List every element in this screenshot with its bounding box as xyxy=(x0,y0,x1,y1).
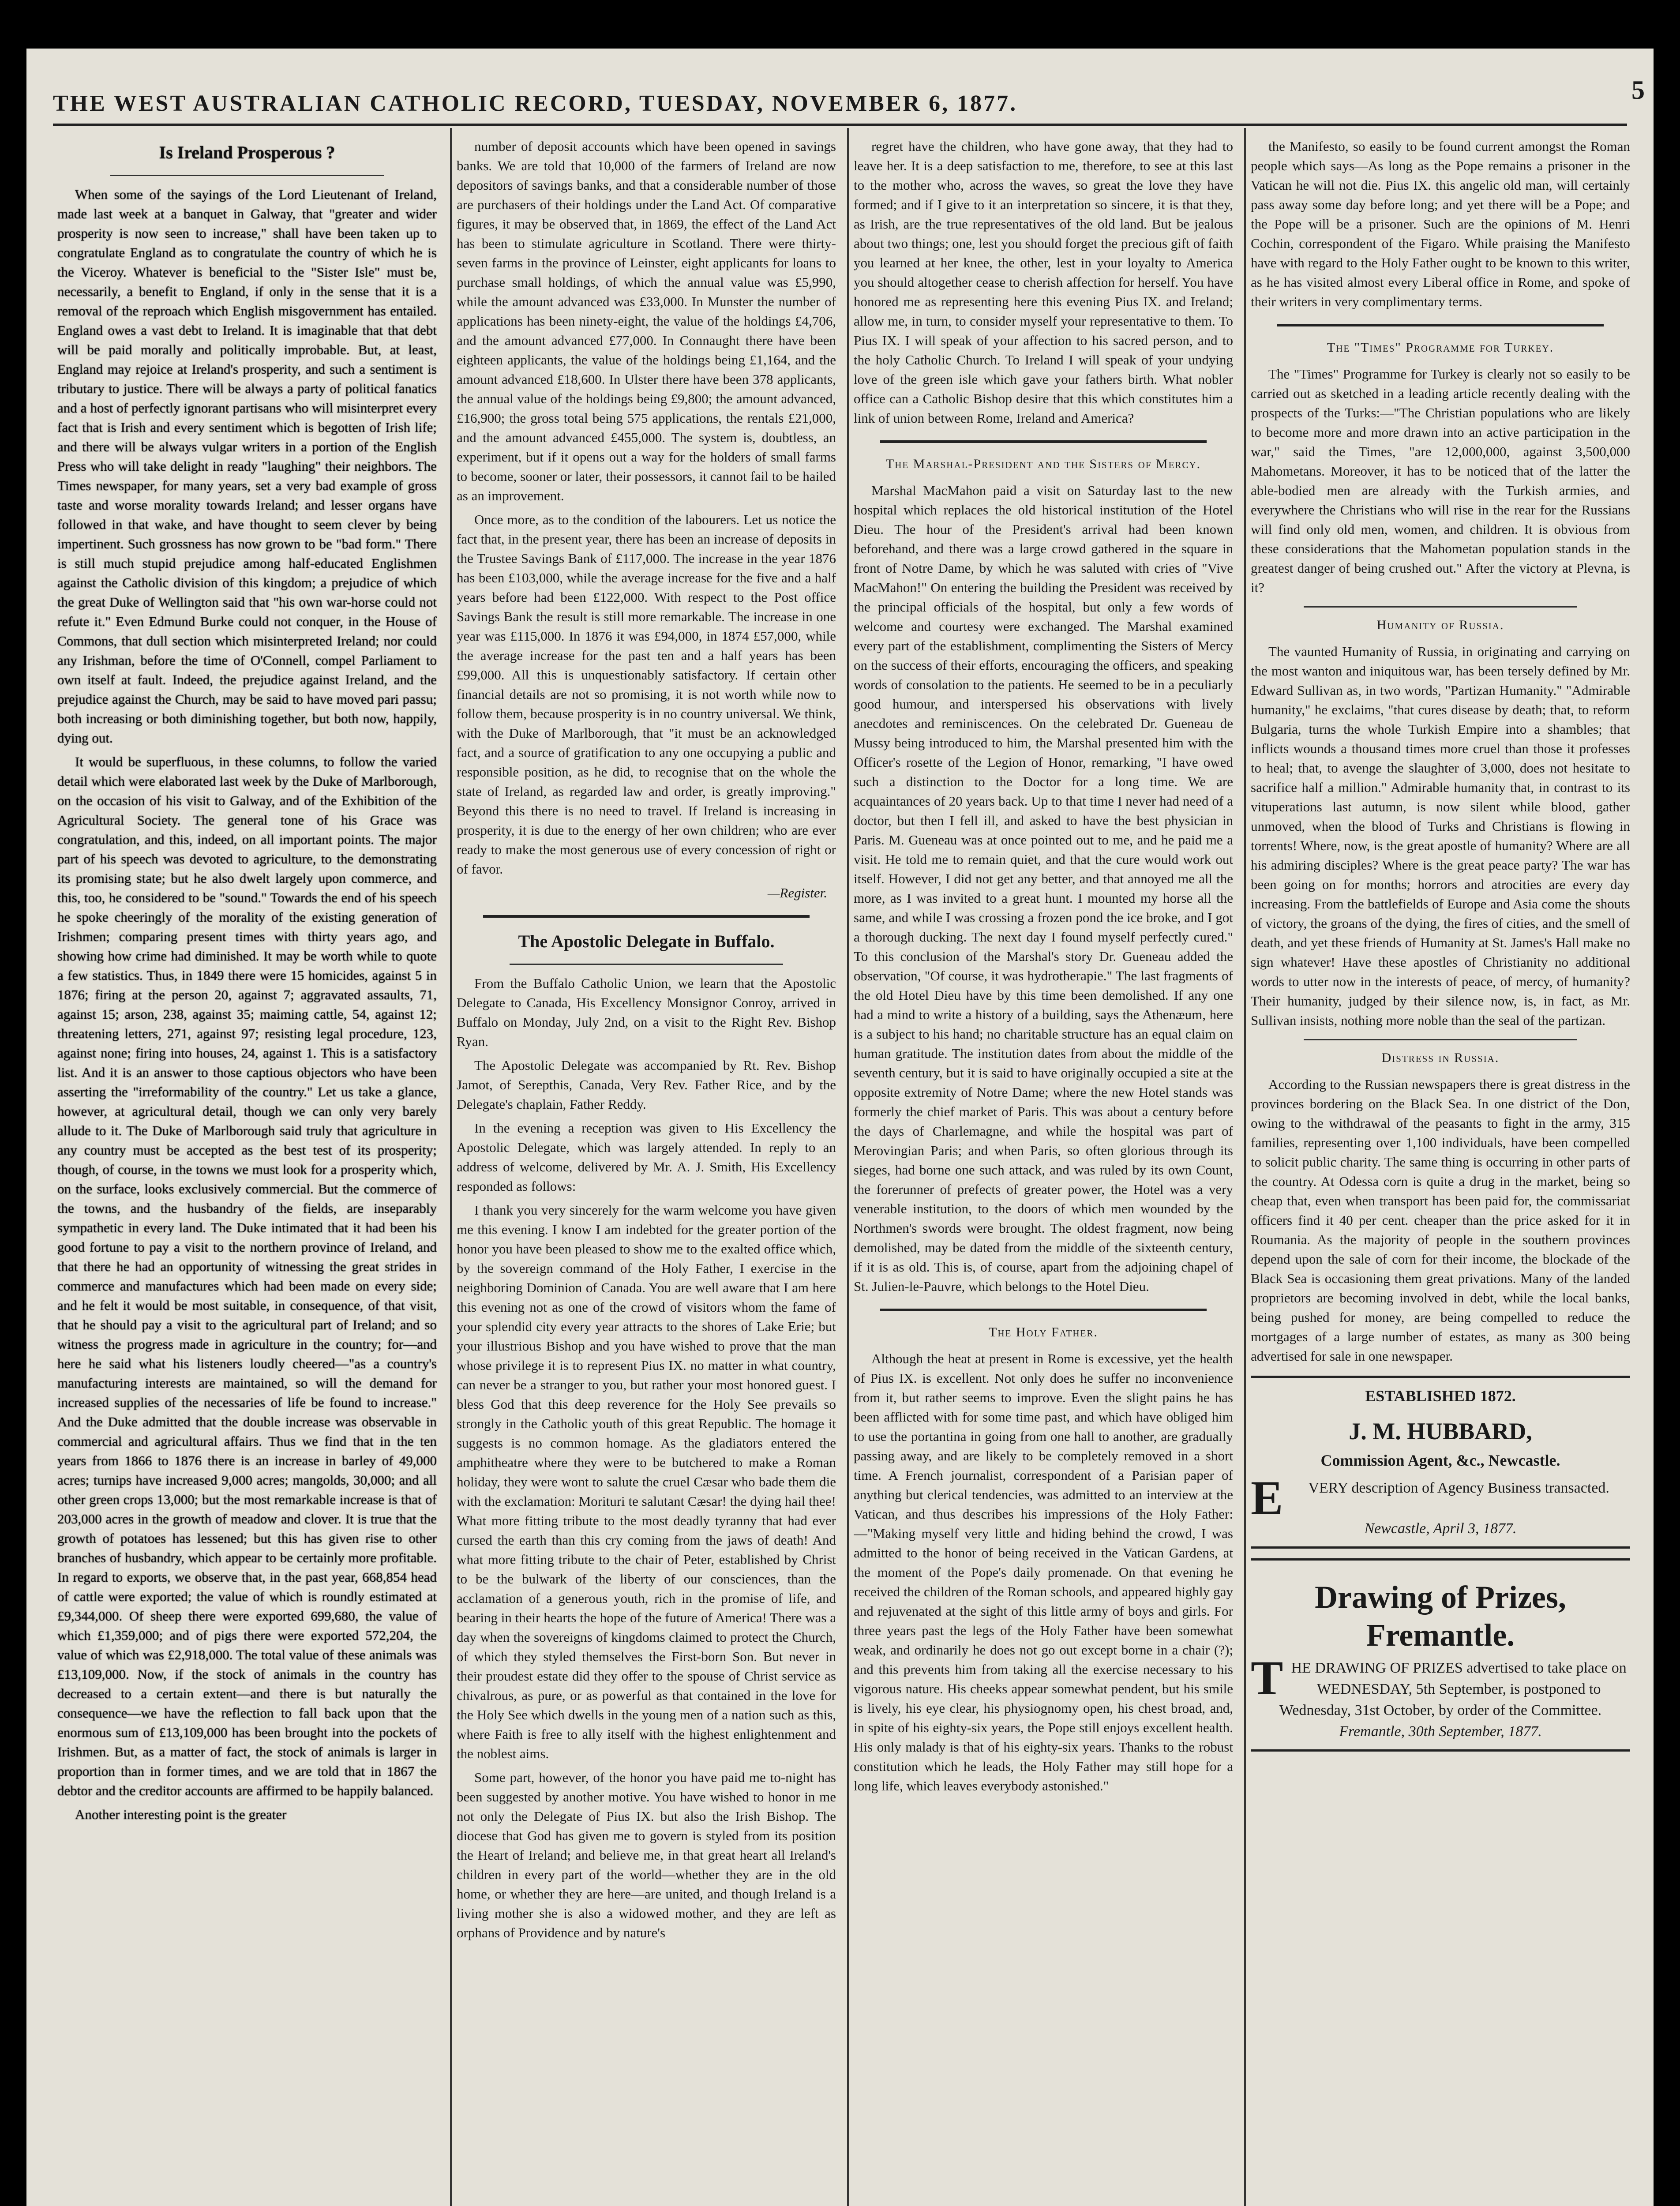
article-title-distress: Distress in Russia. xyxy=(1381,1050,1500,1065)
divider xyxy=(880,440,1207,443)
ad-dateline: Fremantle, 30th September, 1877. xyxy=(1339,1723,1542,1740)
divider xyxy=(110,175,384,176)
paragraph: regret have the children, who have gone away, that they had to leave her. It is a deep satisfaction to me, therefore, to see at this last to the mother who, across the waves, so great the love they have formed; and if I give to it an interpretation so sincere, it is that they, as Irish, are the true representatives of the old land. But be jealous about two things; one, lest you should forget the precious gift of faith you learned at her knee, the other, lest in your loyalty to America you should altogether cease to cherish affection for herself. You have honored me as representing here this evening Pius IX. and Ireland; allow me, in turn, to consider myself your representative to them. To Pius IX. I will speak of your affection to his sacred person, and to the holy Catholic Church. To Ireland I will speak of your undying love of the green isle which gave your fathers birth. What nobler office can a Catholic Bishop desire that this which constitutes him a link of union between Rome, Ireland and America? xyxy=(854,139,1233,426)
paragraph: The vaunted Humanity of Russia, in originating and carrying on the most wanton and iniquitous war, has been tersely defined by Mr. Edward Sullivan as, in two words, "Partizan Humanity." "Admirable humanity," he exclaims, "that cures disease by death; that, to reform Bulgaria, turns the whole Turkish Empire into a shambles; that inflicts wounds a thousand times more cruel than those it professes to heal; that, to avenge the slaughter of 3,000, does not hesitate to sacrifice half a million." Admirable humanity that, in contrast to its vituperations last autumn, is now silent while blood, gather unmoved, when the blood of Turks and Christians is flowing in torrents! Where, now, is the great apostle of humanity? Where are all his admiring disciples? Where is the great peace party? The war has been going on for months; horrors and atrocities are every day increasing. From the battlefields of Europe and Asia come the shouts of victory, the groans of the dying, the fires of cities, and the smell of death, and yet these friends of Humanity at St. James's Hall make no sign whatever! Have these apostles of Christianity no additional words to utter now in the interests of peace, of mercy, of humanity? Their humanity, judged by their silence now, is, in fact, as Mr. Sullivan insists, nothing more noble than the seal of the partizan. xyxy=(1251,644,1630,1028)
paragraph: The "Times" Programme for Turkey is clearly not so easily to be carried out as sketched in a leading article recently dealing with the prospects of the Turks:—"The Christian populations who are likely to become more and more drawn into an active participation in the war," said the Times, "are 12,000,000, against 3,500,000 Mahometans. Moreover, it has to be noticed that of the latter the able-bodied men are already with the Turkish armies, and everywhere the Christians who will rise in the rear for the Russians will find only old men, women, and children. It is obvious from these considerations that the Mahometan population stands in the greatest danger of being crushed out." After the victory at Plevna, is it? xyxy=(1251,366,1630,595)
article-title-holy-father: The Holy Father. xyxy=(989,1325,1098,1339)
paragraph: number of deposit accounts which have been opened in savings banks. We are told that 10,000 of the farmers of Ireland are now depositors of savings banks, and that a considerable number of those are purchasers of their holdings under the Land Act. Of comparative figures, it may be observed that, in 1869, the effect of the Land Act has been to stimulate agriculture in Scotland. There were thirty-seven farms in the province of Leinster, eight applicants for loans to purchase small holdings, of which the annual value was £5,990, while the amount advanced was £33,000. In Munster the number of applications has been ninety-eight, the value of the holdings £4,706, and the amount advanced £77,000. In Connaught there have been eighteen applicants, the value of the holdings being £1,164, and the amount advanced £18,600. In Ulster there have been 378 applicants, the annual value of the holdings being £9,800; the amount advanced, £16,900; the gross total being 575 applications, the rentals £21,000, and the amount advanced £455,000. The system is, doubtless, an experiment, but if it opens out a way for the holders of small farms to become, sooner or later, their possessors, it cannot fail to be hailed as an improvement. xyxy=(457,139,836,503)
paragraph: I thank you very sincerely for the warm welcome you have given me this evening. I know I am indebted for the greater portion of the honor you have been pleased to show me to the exalted office which, by the sovereign command of the Holy Father, I exercise in the neighboring Dominion of Canada. You are well aware that I am here this evening not as one of the crowd of visitors whom the fame of your splendid city every year attracts to the shores of Lake Erie; but your illustrious Bishop and you have wished to prove that the man whose privilege it is to represent Pius IX. no matter in what country, can never be a stranger to you, but rather your most honored guest. I bless God that this deep reverence for the Holy See prevails so strongly in the Catholic youth of this great Republic. The homage it suggests is no common homage. As the gladiators entered the amphitheatre where they were to be butchered to make a Roman holiday, they were wont to salute the cruel Cæsar who bade them die with the exclamation: Morituri te salutant Cæsar! the dying hail thee! What more fitting tribute to the most deadly tyranny that had ever cursed the earth than this cry coming from the jaws of death! And what more fitting tribute to the chair of Peter, established by Christ to be the bulwark of the liberty of our consciences, than the acclamation of a generous youth, rich in the promise of life, and bearing in their hearts the hope of the future of America! There was a day when the sovereigns of kingdoms claimed to protect the Church, of which they styled themselves the First-born Son. But never in their proudest estate did they offer to the spouse of Christ service as chivalrous, as pure, or as powerful as that contained in the love for the Holy See which dwells in the young men of a nation such as this, where Faith is free to ally itself with the highest enlightenment and the noblest aims. xyxy=(457,1202,836,1761)
ad-dateline: Newcastle, April 3, 1877. xyxy=(1364,1520,1517,1537)
ad-body xyxy=(1251,1651,1630,1721)
column-rule xyxy=(1244,128,1246,2206)
paragraph: Although the heat at present in Rome is excessive, yet the health of Pius IX. is excellent. Not only does he suffer no inconvenience from it, but rather seems to improve. Even the slight pains he has been afflicted with for some time past, and which have obliged him to use the portantina in going from one hall to another, are gradually passing away, and are likely to be completely removed in a short time. A French journalist, correspondent of a Parisian paper of anything but clerical tendencies, was admitted to an interview at the Vatican, and thus describes his impressions of the Holy Father:—"Making myself very little and hiding behind the crowd, I was admitted to the honor of being received in the Vatican Gardens, at the moment of the Pope's daily promenade. On that evening he received the children of the Roman schools, and appeared highly gay and rejuvenated at the sight of this little army of boys and girls. For three years past the legs of the Holy Father have been somewhat weak, and ordinarily he does not go out except borne in a chair (?); and this prevents him from taking all the exercise necessary to his vigorous nature. His cheeks appear somewhat pendent, but his smile is lively, his eye clear, his physiognomy open, his chest broad, and, in spite of his eighty-six years, the Pope still enjoys excellent health. His only malady is that of his eighty-six years. Thanks to the robust constitution which he leads, the Holy Father may still hope for a long life, which leaves everybody astonished." xyxy=(854,1351,1233,1793)
masthead xyxy=(53,84,1627,126)
paragraph: Once more, as to the condition of the labourers. Let us notice the fact that, in the present year, there has been an increase of deposits in the Trustee Savings Bank of £117,000. The increase in the year 1876 has been £103,000, while the average increase for the five and a half years before had been £122,000. With respect to the Post office Savings Bank the result is still more remarkable. The increase in one year was £115,000. In 1876 it was £94,000, in 1874 £57,000, while the average increase for the past ten and a half years has been £99,000. All this is unquestionably satisfactory. If certain other financial details are not so promising, it is not worth while now to follow them, because prosperity is in no country universal. We think, with the Duke of Marlborough, that "it must be an acknowledged fact, and a source of gratification to any one occupying a public and responsible position, as he did, to recognise that on the whole the state of Ireland, as regarded law and order, is greatly improving." Beyond this there is no need to travel. If Ireland is increasing in prosperity, it is due to the energy of her own children; who are ever ready to make the most generous use of every concession of right or of favor. xyxy=(457,512,836,877)
ad-body xyxy=(1251,1471,1630,1525)
paragraph: Marshal MacMahon paid a visit on Saturday last to the new hospital which replaces the old historical institution of the Hotel Dieu. The hour of the President's arrival had been known beforehand, and there was a large crowd gathered in the square in front of Notre Dame, by which he was saluted with cries of "Vive MacMahon!" On entering the building the President was received by the principal officials of the hospital, but only a few words of welcome and courtesy were exchanged. The Marshal examined every part of the establishment, complimenting the Sisters of Mercy on the success of their efforts, encouraging the officers, and speaking words of consolation to the patients. He seemed to be in a peculiarly good humour, and interspersed his observations with lively anecdotes and reminiscences. On the celebrated Dr. Gueneau de Mussy being introduced to him, the Marshal presented him with the Officer's rosette of the Legion of Honor, remarking, "I have owed such a distinction to the Doctor for a long time. We are acquaintances of 20 years back. Up to that time I never had need of a doctor, but then I fell ill, and asked to have the best physician in Paris. M. Gueneau was at once pointed out to me, and he paid me a visit. He told me to remain quiet, and that the cure would work out itself. However, I did not get any better, and that annoyed me all the more, as I was invited to a great hunt. I mounted my horse all the same, and while I was crossing a frozen pond the ice broke, and I got a thorough ducking. The next day I found myself perfectly cured." To this conclusion of the Marshal's story Dr. Gueneau added the observation, "Of course, it was hydrotherapie." The last fragments of the old Hotel Dieu have by this time been demolished. If any one had a mind to write a history of a building, says the Athenæum, here is a subject to his hand; no charitable structure has an equal claim on human gratitude. The institution dates from about the middle of the seventh century, but it is said to have originally occupied a site at the opposite extremity of Notre Dame; where the new Hotel stands was formerly the chief market of Paris. This was about a century before the days of Charlemagne, and while the hospital was part of Merovingian Paris; and when Paris, so often glorious through its sieges, had borne one such attack, and was ruled by its own Count, the forerunner of prefects of greater power, the Hotel was a very venerable institution, to the doors of which men wounded by the Northmen's swords were brought. The oldest fragment, now being demolished, may be dated from the middle of the sixteenth century, if it is as old. This is, of course, apart from the adjoining chapel of St. Julien-le-Pauvre, which belongs to the Hotel Dieu. xyxy=(854,483,1233,1294)
divider xyxy=(1304,606,1577,608)
ad-established: ESTABLISHED 1872. xyxy=(1365,1387,1516,1405)
paragraph: Another interesting point is the greater xyxy=(75,1807,287,1822)
paragraph: According to the Russian newspapers there is great distress in the provinces bordering on the Black Sea. In one district of the Don, owing to the withdrawal of the peasants to fight in the army, 315 families, representing over 1,100 individuals, have been compelled to solicit public charity. The same thing is occurring in other parts of the country. At Odessa corn is quite a drug in the market, being so cheap that, even when transport has been paid for, the commissariat officers find it 40 per cent. cheaper than the price asked for it in Roumania. As the majority of people in the southern provinces depend upon the sale of corn for their income, the blockade of the Black Sea is occasioning them great privations. Many of the landed proprietors are becoming involved in debt, while the local banks, being pushed for money, are being compelled to reduce the mortgages of a large number of estates, as many as 300 being advertised for sale in one newspaper. xyxy=(1251,1077,1630,1364)
divider xyxy=(880,1309,1207,1311)
article-title-times-programme: The "Times" Programme for Turkey. xyxy=(1327,340,1554,355)
paragraph: It would be superfluous, in these columns, to follow the varied detail which were elaborated last week by the Duke of Marlborough, on the occasion of his visit to Galway, and of the Exhibition of the Agricultural Society. The general tone of his Grace was congratulation, and this, indeed, on all important points. The major part of his speech was devoted to agriculture, to the demonstrating its promising state; but he also dwelt largely upon commerce, and this, too, he considered to be "sound." Towards the end of his speech he spoke cheeringly of the morality of the existing generation of Irishmen; comparing present times with thirty years ago, and showing how crime had diminished. It may be worth while to quote a few statistics. Thus, in 1849 there were 15 homicides, against 5 in 1876; firing at the person 20, against 7; aggravated assaults, 71, against 15; arson, 238, against 35; maiming cattle, 54, against 12; threatening letters, 271, against 97; resisting legal procedure, 123, against none; firing into houses, 24, against 1. This is a satisfactory list. And it is an answer to those captious objectors who have been asserting the "irreformability of the country." Let us take a glance, however, at agricultural detail, though we can only very barely allude to it. The Duke of Marlborough said truly that agriculture in any country must be accepted as the best test of its prosperity; though, of course, in the towns we must look for a prosperity which, on the surface, looks exclusively commercial. But the commerce of the towns, and the husbandry of the fields, are inseparably sympathetic in every land. The Duke intimated that it had been his good fortune to pay a visit to the northern province of Ireland, and that there he had an opportunity of witnessing the great strides in commerce and manufactures which had been made on every side; and he felt it would be most suitable, in consequence, of that visit, that he should pay a visit to the agricultural part of Ireland; and so witness the progress made in agriculture in the country; for—and here he said what his listeners loudly cheered—"as a country's manufacturing interests are maintained, so will the demand for increased supplies of the necessaries of life be found to increase." And the Duke admitted that the double increase was observable in commercial and agricultural affairs. Thus we find that in the ten years from 1866 to 1876 there is an increase in barley of 49,000 acres; turnips have increased 9,000 acres; mangolds, 30,000; and all other green crops 13,000; but the most remarkable increase is that of 203,000 acres in the growth of meadow and clover. It is true that the growth of potatoes has lessened; but this has given rise to other branches of husbandry, which appear to be certainly more profitable. In regard to exports, we observe that, in the past year, 668,854 head of cattle were exported; the value of which is roundly estimated at £9,344,000. Of sheep there were exported 699,680, the value of which £1,359,000; and of pigs there were exported 572,204, the value of which was £2,918,000. The total value of these animals was £13,109,000. Now, if the stock of animals in the country has decreased to a certain extent—and there is but naturally the consequence—we have the reflection to fall back upon that the enormous sum of £13,109,000 has been brought into the pockets of Irishmen. But, as a matter of fact, the stock of animals is larger in proportion than in former times, and we are told that in 1867 the debtor and the creditor accounts are affirmed to be happily balanced. xyxy=(57,754,437,1798)
ad-title: Drawing of Prizes, Fremantle. xyxy=(1315,1579,1566,1653)
column-rule xyxy=(847,128,849,2206)
column-rule xyxy=(450,128,452,2206)
page-number: 5 xyxy=(1631,75,1645,105)
paragraph: When some of the sayings of the Lord Lieutenant of Ireland, made last week at a banquet in Galway, that "greater and wider prosperity is now seen to increase," shall have been taken up to congratulate England as to congratulate the country of which he is the Viceroy. Whatever is beneficial to the "Sister Isle" must be, necessarily, a benefit to England, if only in the sense that it is a removal of the reproach which English misgovernment has entailed. England owes a vast debt to Ireland. It is imaginable that that debt will be paid morally and politically improbable. But, at least, England may rejoice at Ireland's prosperity, and such a sentiment is tributary to justice. There will be always a party of political fanatics and a host of perfectly ignorant partisans who will misinterpret every fact that is Irish and every sentiment which is begotten of Irish life; and there will be always vulgar writers in a portion of the English Press who will take delight in ready "laughing" their neighbors. The Times newspaper, for many years, set a very bad example of gross taste and worse morality towards Ireland; and lesser organs have followed in that wake, and have thought to seem clever by being impertinent. Such grossness has now grown to be "bad form." There is still much stupid prejudice among half-educated Englishmen against the Catholic division of this kingdom; a prejudice of which the great Duke of Wellington said that "his own war-horse could not refute it." Even Edmund Burke could not conquer, in the House of Commons, that dull section which misinterpreted Ireland; nor could any Irishman, before the time of O'Connell, compel Parliament to own itself at fault. Indeed, the prejudice against Ireland, and the prejudice against the Church, may be said to have moved pari passu; both increasing or both diminishing together, but both now, happily, dying out. xyxy=(57,187,437,746)
column-4 xyxy=(1251,137,1630,2206)
article-signoff: —Register. xyxy=(767,885,827,900)
paragraph: From the Buffalo Catholic Union, we learn that the Apostolic Delegate to Canada, His Excellency Monsignor Conroy, arrived in Buffalo on Monday, July 2nd, on a visit to the Right Rev. Bishop Ryan. xyxy=(457,975,836,1049)
ad-text: VERY description of Agency Business transacted. xyxy=(1308,1480,1609,1496)
article-title-ireland: Is Ireland Prosperous ? xyxy=(159,143,335,162)
ad-name: J. M. HUBBARD, xyxy=(1349,1418,1532,1444)
divider xyxy=(483,915,810,918)
paragraph: Some part, however, of the honor you have paid me to-night has been suggested by another motive. You have wished to honor in me not only the Delegate of Pius IX. but also the Irish Bishop. The diocese that God has given me to govern is styled from its position the Heart of Ireland; and believe me, in that great heart all Ireland's children in every part of the world—whether they are in the old home, or whether they are here—are united, and though Ireland is a living mother she is also a widowed mother, and they are left as orphans of Providence and by nature's xyxy=(457,1770,836,1940)
paragraph: the Manifesto, so easily to be found current amongst the Roman people which says—As long as the Pope remains a prisoner in the Vatican he will not die. Pius IX. this angelic old man, will certainly pass away some day before long; and yet there will be a Pope; and the Pope will be a prisoner. Such are the opinions of M. Henri Cochin, correspondent of the Figaro. While praising the Manifesto have with regard to the Holy Father ought to be known to this writer, as he has visited almost every Liberal office in Rome, and spoke of their writers in very complimentary terms. xyxy=(1251,139,1630,309)
column-3 xyxy=(854,137,1233,2206)
advertisement-prizes xyxy=(1251,1558,1630,1752)
article-title-humanity: Humanity of Russia. xyxy=(1376,618,1504,632)
advertisement-hubbard xyxy=(1251,1376,1630,1549)
article-title-delegate: The Apostolic Delegate in Buffalo. xyxy=(518,931,775,951)
ad-dropcap: T xyxy=(1251,1651,1283,1705)
divider xyxy=(510,964,783,965)
masthead-title: THE WEST AUSTRALIAN CATHOLIC RECORD, TUESDAY, NOVEMBER 6, 1877. xyxy=(53,91,1018,116)
ad-text: HE DRAWING OF PRIZES advertised to take place on WEDNESDAY, 5th September, is postponed to Wednesday, 31st October, by order of the Committee. xyxy=(1279,1660,1627,1718)
ad-dropcap: E xyxy=(1251,1471,1283,1525)
article-title-marshal: The Marshal-President and the Sisters of Mercy. xyxy=(885,457,1201,471)
paragraph: In the evening a reception was given to His Excellency the Apostolic Delegate, which was largely attended. In reply to an address of welcome, delivered by Mr. A. J. Smith, His Excellency responded as follows: xyxy=(457,1120,836,1194)
paragraph: The Apostolic Delegate was accompanied by Rt. Rev. Bishop Jamot, of Serepthis, Canada, Very Rev. Father Rice, and by the Delegate's chaplain, Father Reddy. xyxy=(457,1058,836,1112)
divider xyxy=(1304,1039,1577,1040)
column-2 xyxy=(457,137,836,2206)
newspaper-page xyxy=(26,49,1654,2206)
column-1 xyxy=(57,137,437,2206)
divider xyxy=(1277,324,1604,326)
ad-role: Commission Agent, &c., Newcastle. xyxy=(1320,1452,1560,1469)
